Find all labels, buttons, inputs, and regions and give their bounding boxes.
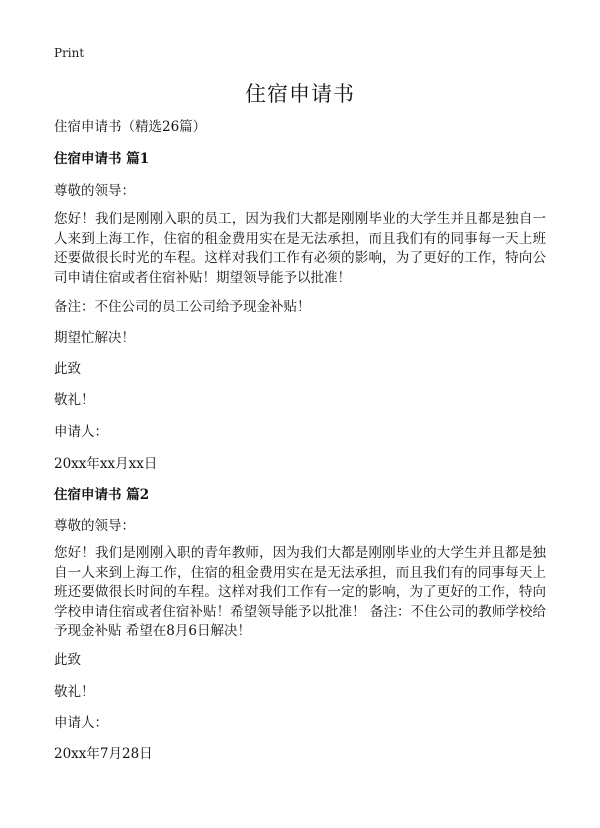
print-label: Print <box>54 46 85 60</box>
section-2-heading: 住宿申请书 篇2 <box>54 487 150 503</box>
section-2-closing-1: 此致 <box>54 652 81 668</box>
section-2-date: 20xx年7月28日 <box>54 746 153 762</box>
section-1-closing-1: 此致 <box>54 361 81 377</box>
section-1-note: 备注：不住公司的员工公司给予现金补贴！ <box>54 299 311 315</box>
section-1-closing-2: 敬礼！ <box>54 392 95 408</box>
section-1-date: 20xx年xx月xx日 <box>54 456 158 472</box>
section-1-applicant: 申请人： <box>54 424 108 440</box>
section-2-salutation: 尊敬的领导： <box>54 518 135 534</box>
section-2-applicant: 申请人： <box>54 715 108 731</box>
page-title: 住宿申请书 <box>245 82 355 106</box>
section-2-closing-2: 敬礼！ <box>54 684 95 700</box>
document-subtitle: 住宿申请书（精选26篇） <box>54 119 207 135</box>
section-1-hope: 期望忙解决！ <box>54 330 135 346</box>
section-2-body: 您好！我们是刚刚入职的青年教师，因为我们大都是刚刚毕业的大学生并且都是独自一人来到上海工作，住宿的租金费用实在是无法承担，而且我们有的同事每天上班还要做很长时间的车程。这样对我们工作有一定的影响，为了更好的工作，特向学校申请住宿或者住宿补贴！希望领导能予以批准！ 备注：不住公司的教师学校给予现金补贴 希望在8月6日解决！ <box>54 545 546 639</box>
section-1-salutation: 尊敬的领导： <box>54 183 135 199</box>
section-1-body: 您好！我们是刚刚入职的员工，因为我们大都是刚刚毕业的大学生并且都是独自一人来到上海工作，住宿的租金费用实在是无法承担，而且我们有的同事每一天上班还要做很长时光的车程。这样对我们工作有必须的影响，为了更好的工作，特向公司申请住宿或者住宿补贴！期望领导能予以批准！ <box>54 211 546 286</box>
section-1-heading: 住宿申请书 篇1 <box>54 151 150 167</box>
